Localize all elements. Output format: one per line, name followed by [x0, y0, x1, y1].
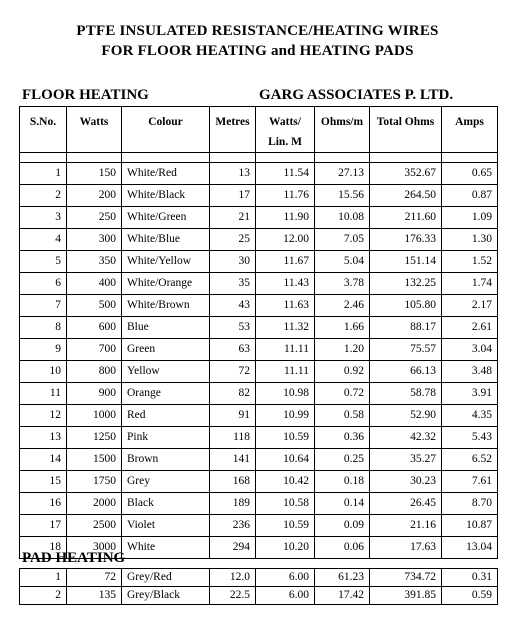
table-row: [20, 405, 498, 427]
cell-sno: 2: [20, 185, 67, 207]
pad-heating-heading: PAD HEATING: [22, 550, 126, 566]
pad-heating-table: [19, 568, 498, 605]
cell-sno: 4: [20, 229, 67, 251]
cell-sno: 13: [20, 427, 67, 449]
cell-watts: 1000: [67, 405, 122, 427]
cell-total-ohms: 35.27: [370, 449, 442, 471]
col-header-colour: Colour: [122, 107, 210, 153]
cell-watts: 500: [67, 295, 122, 317]
cell-watts: 600: [67, 317, 122, 339]
cell-metres: 72: [210, 361, 256, 383]
cell-watts-per-m: 10.20: [256, 537, 315, 559]
cell-watts-per-m: 10.42: [256, 471, 315, 493]
cell-total-ohms: 264.50: [370, 185, 442, 207]
cell-ohms-per-m: 17.42: [315, 587, 370, 605]
cell-colour: Violet: [122, 515, 210, 537]
cell-watts-per-m: 11.43: [256, 273, 315, 295]
cell-total-ohms: 734.72: [370, 569, 442, 587]
cell-total-ohms: 211.60: [370, 207, 442, 229]
cell-colour: Red: [122, 405, 210, 427]
col-header-total-ohms: Total Ohms: [370, 107, 442, 153]
table-row: [20, 493, 498, 515]
cell-total-ohms: 132.25: [370, 273, 442, 295]
cell-ohms-per-m: 0.14: [315, 493, 370, 515]
cell-ohms-per-m: 0.06: [315, 537, 370, 559]
cell-amps: 8.70: [442, 493, 498, 515]
cell-watts: 400: [67, 273, 122, 295]
cell-watts: 700: [67, 339, 122, 361]
cell-watts: 900: [67, 383, 122, 405]
cell-watts: 200: [67, 185, 122, 207]
col-header-watts-lin-1: Watts/: [269, 116, 301, 128]
cell-metres: 43: [210, 295, 256, 317]
cell-sno: 16: [20, 493, 67, 515]
cell-ohms-per-m: 0.36: [315, 427, 370, 449]
cell-ohms-per-m: 1.20: [315, 339, 370, 361]
table-row: [20, 515, 498, 537]
table-row: [20, 163, 498, 185]
header-gap-row: [20, 153, 498, 163]
cell-amps: 0.65: [442, 163, 498, 185]
cell-watts-per-m: 10.58: [256, 493, 315, 515]
cell-metres: 30: [210, 251, 256, 273]
floor-heating-heading: FLOOR HEATING: [22, 87, 149, 103]
cell-watts-per-m: 10.99: [256, 405, 315, 427]
cell-watts: 2500: [67, 515, 122, 537]
cell-sno: 15: [20, 471, 67, 493]
table-row: [20, 449, 498, 471]
cell-watts-per-m: 6.00: [256, 569, 315, 587]
cell-metres: 12.0: [210, 569, 256, 587]
cell-metres: 141: [210, 449, 256, 471]
cell-total-ohms: 75.57: [370, 339, 442, 361]
cell-sno: 1: [20, 569, 67, 587]
cell-watts: 350: [67, 251, 122, 273]
cell-watts-per-m: 12.00: [256, 229, 315, 251]
col-header-metres: Metres: [210, 107, 256, 153]
cell-metres: 236: [210, 515, 256, 537]
table-row: [20, 295, 498, 317]
cell-watts: 1500: [67, 449, 122, 471]
cell-watts: 135: [67, 587, 122, 605]
cell-metres: 53: [210, 317, 256, 339]
cell-watts-per-m: 6.00: [256, 587, 315, 605]
cell-total-ohms: 391.85: [370, 587, 442, 605]
cell-total-ohms: 58.78: [370, 383, 442, 405]
col-header-watts-lin: [256, 107, 315, 153]
cell-ohms-per-m: 3.78: [315, 273, 370, 295]
cell-watts-per-m: 10.64: [256, 449, 315, 471]
cell-colour: Black: [122, 493, 210, 515]
col-header-ohms-m: Ohms/m: [315, 107, 370, 153]
cell-total-ohms: 21.16: [370, 515, 442, 537]
cell-sno: 12: [20, 405, 67, 427]
cell-watts: 800: [67, 361, 122, 383]
cell-colour: Grey: [122, 471, 210, 493]
cell-metres: 168: [210, 471, 256, 493]
cell-amps: 0.87: [442, 185, 498, 207]
cell-total-ohms: 42.32: [370, 427, 442, 449]
cell-colour: White/Green: [122, 207, 210, 229]
cell-ohms-per-m: 1.66: [315, 317, 370, 339]
cell-amps: 4.35: [442, 405, 498, 427]
cell-watts: 3000: [67, 537, 122, 559]
cell-total-ohms: 52.90: [370, 405, 442, 427]
cell-watts-per-m: 11.32: [256, 317, 315, 339]
cell-colour: White: [122, 537, 210, 559]
cell-amps: 0.31: [442, 569, 498, 587]
col-header-amps: Amps: [442, 107, 498, 153]
cell-watts-per-m: 10.98: [256, 383, 315, 405]
cell-colour: Grey/Red: [122, 569, 210, 587]
cell-sno: 11: [20, 383, 67, 405]
cell-ohms-per-m: 0.92: [315, 361, 370, 383]
table-row: [20, 569, 498, 587]
cell-colour: Pink: [122, 427, 210, 449]
cell-ohms-per-m: 7.05: [315, 229, 370, 251]
cell-watts-per-m: 11.67: [256, 251, 315, 273]
cell-total-ohms: 26.45: [370, 493, 442, 515]
cell-sno: 17: [20, 515, 67, 537]
cell-watts: 250: [67, 207, 122, 229]
cell-watts: 300: [67, 229, 122, 251]
cell-amps: 3.91: [442, 383, 498, 405]
cell-amps: 1.74: [442, 273, 498, 295]
cell-amps: 6.52: [442, 449, 498, 471]
cell-amps: 3.48: [442, 361, 498, 383]
cell-watts-per-m: 11.11: [256, 361, 315, 383]
cell-ohms-per-m: 5.04: [315, 251, 370, 273]
cell-ohms-per-m: 27.13: [315, 163, 370, 185]
cell-total-ohms: 88.17: [370, 317, 442, 339]
cell-amps: 3.04: [442, 339, 498, 361]
table-row: [20, 471, 498, 493]
cell-watts-per-m: 11.54: [256, 163, 315, 185]
table-row: [20, 229, 498, 251]
company-name: GARG ASSOCIATES P. LTD.: [259, 87, 454, 103]
cell-colour: Orange: [122, 383, 210, 405]
cell-sno: 5: [20, 251, 67, 273]
cell-colour: Green: [122, 339, 210, 361]
cell-ohms-per-m: 2.46: [315, 295, 370, 317]
table-row: [20, 273, 498, 295]
table-row: [20, 185, 498, 207]
cell-total-ohms: 66.13: [370, 361, 442, 383]
table-row: [20, 339, 498, 361]
cell-amps: 13.04: [442, 537, 498, 559]
cell-amps: 10.87: [442, 515, 498, 537]
cell-colour: Yellow: [122, 361, 210, 383]
cell-ohms-per-m: 0.58: [315, 405, 370, 427]
cell-metres: 294: [210, 537, 256, 559]
table-row: [20, 207, 498, 229]
cell-metres: 118: [210, 427, 256, 449]
cell-watts-per-m: 11.11: [256, 339, 315, 361]
cell-sno: 14: [20, 449, 67, 471]
cell-watts: 2000: [67, 493, 122, 515]
table-row: [20, 361, 498, 383]
cell-total-ohms: 105.80: [370, 295, 442, 317]
cell-metres: 189: [210, 493, 256, 515]
cell-ohms-per-m: 10.08: [315, 207, 370, 229]
cell-sno: 10: [20, 361, 67, 383]
cell-metres: 82: [210, 383, 256, 405]
cell-ohms-per-m: 0.25: [315, 449, 370, 471]
cell-watts: 72: [67, 569, 122, 587]
cell-watts-per-m: 10.59: [256, 515, 315, 537]
cell-metres: 25: [210, 229, 256, 251]
cell-sno: 2: [20, 587, 67, 605]
cell-colour: Grey/Black: [122, 587, 210, 605]
cell-colour: White/Yellow: [122, 251, 210, 273]
cell-ohms-per-m: 0.09: [315, 515, 370, 537]
table-row: [20, 317, 498, 339]
table-row: [20, 383, 498, 405]
cell-amps: 2.17: [442, 295, 498, 317]
table-row: [20, 427, 498, 449]
cell-sno: 8: [20, 317, 67, 339]
cell-colour: White/Brown: [122, 295, 210, 317]
cell-amps: 0.59: [442, 587, 498, 605]
cell-amps: 1.52: [442, 251, 498, 273]
cell-metres: 13: [210, 163, 256, 185]
cell-ohms-per-m: 15.56: [315, 185, 370, 207]
cell-total-ohms: 30.23: [370, 471, 442, 493]
cell-watts: 150: [67, 163, 122, 185]
cell-metres: 35: [210, 273, 256, 295]
cell-colour: White/Orange: [122, 273, 210, 295]
cell-watts-per-m: 10.59: [256, 427, 315, 449]
cell-metres: 22.5: [210, 587, 256, 605]
cell-ohms-per-m: 0.18: [315, 471, 370, 493]
floor-heating-table: [19, 106, 498, 559]
floor-table-header-row: [20, 107, 498, 153]
cell-ohms-per-m: 0.72: [315, 383, 370, 405]
cell-colour: White/Blue: [122, 229, 210, 251]
cell-sno: 9: [20, 339, 67, 361]
cell-colour: Blue: [122, 317, 210, 339]
cell-sno: 6: [20, 273, 67, 295]
cell-metres: 63: [210, 339, 256, 361]
cell-watts-per-m: 11.90: [256, 207, 315, 229]
table-row: [20, 251, 498, 273]
cell-total-ohms: 151.14: [370, 251, 442, 273]
table-row: [20, 587, 498, 605]
cell-watts-per-m: 11.63: [256, 295, 315, 317]
cell-sno: 3: [20, 207, 67, 229]
title-line-2: FOR FLOOR HEATING and HEATING PADS: [101, 43, 414, 59]
cell-amps: 2.61: [442, 317, 498, 339]
cell-amps: 1.30: [442, 229, 498, 251]
cell-amps: 1.09: [442, 207, 498, 229]
col-header-watts: Watts: [67, 107, 122, 153]
cell-total-ohms: 17.63: [370, 537, 442, 559]
cell-metres: 21: [210, 207, 256, 229]
cell-sno: 18: [20, 537, 67, 559]
cell-colour: White/Red: [122, 163, 210, 185]
cell-colour: Brown: [122, 449, 210, 471]
cell-watts-per-m: 11.76: [256, 185, 315, 207]
cell-sno: 1: [20, 163, 67, 185]
cell-total-ohms: 352.67: [370, 163, 442, 185]
cell-colour: White/Black: [122, 185, 210, 207]
cell-total-ohms: 176.33: [370, 229, 442, 251]
cell-watts: 1250: [67, 427, 122, 449]
col-header-watts-lin-2: Lin. M: [268, 136, 302, 148]
cell-amps: 7.61: [442, 471, 498, 493]
cell-sno: 7: [20, 295, 67, 317]
cell-amps: 5.43: [442, 427, 498, 449]
col-header-sno: S.No.: [20, 107, 67, 153]
cell-ohms-per-m: 61.23: [315, 569, 370, 587]
cell-watts: 1750: [67, 471, 122, 493]
title-line-1: PTFE INSULATED RESISTANCE/HEATING WIRES: [76, 23, 439, 39]
cell-metres: 91: [210, 405, 256, 427]
cell-metres: 17: [210, 185, 256, 207]
